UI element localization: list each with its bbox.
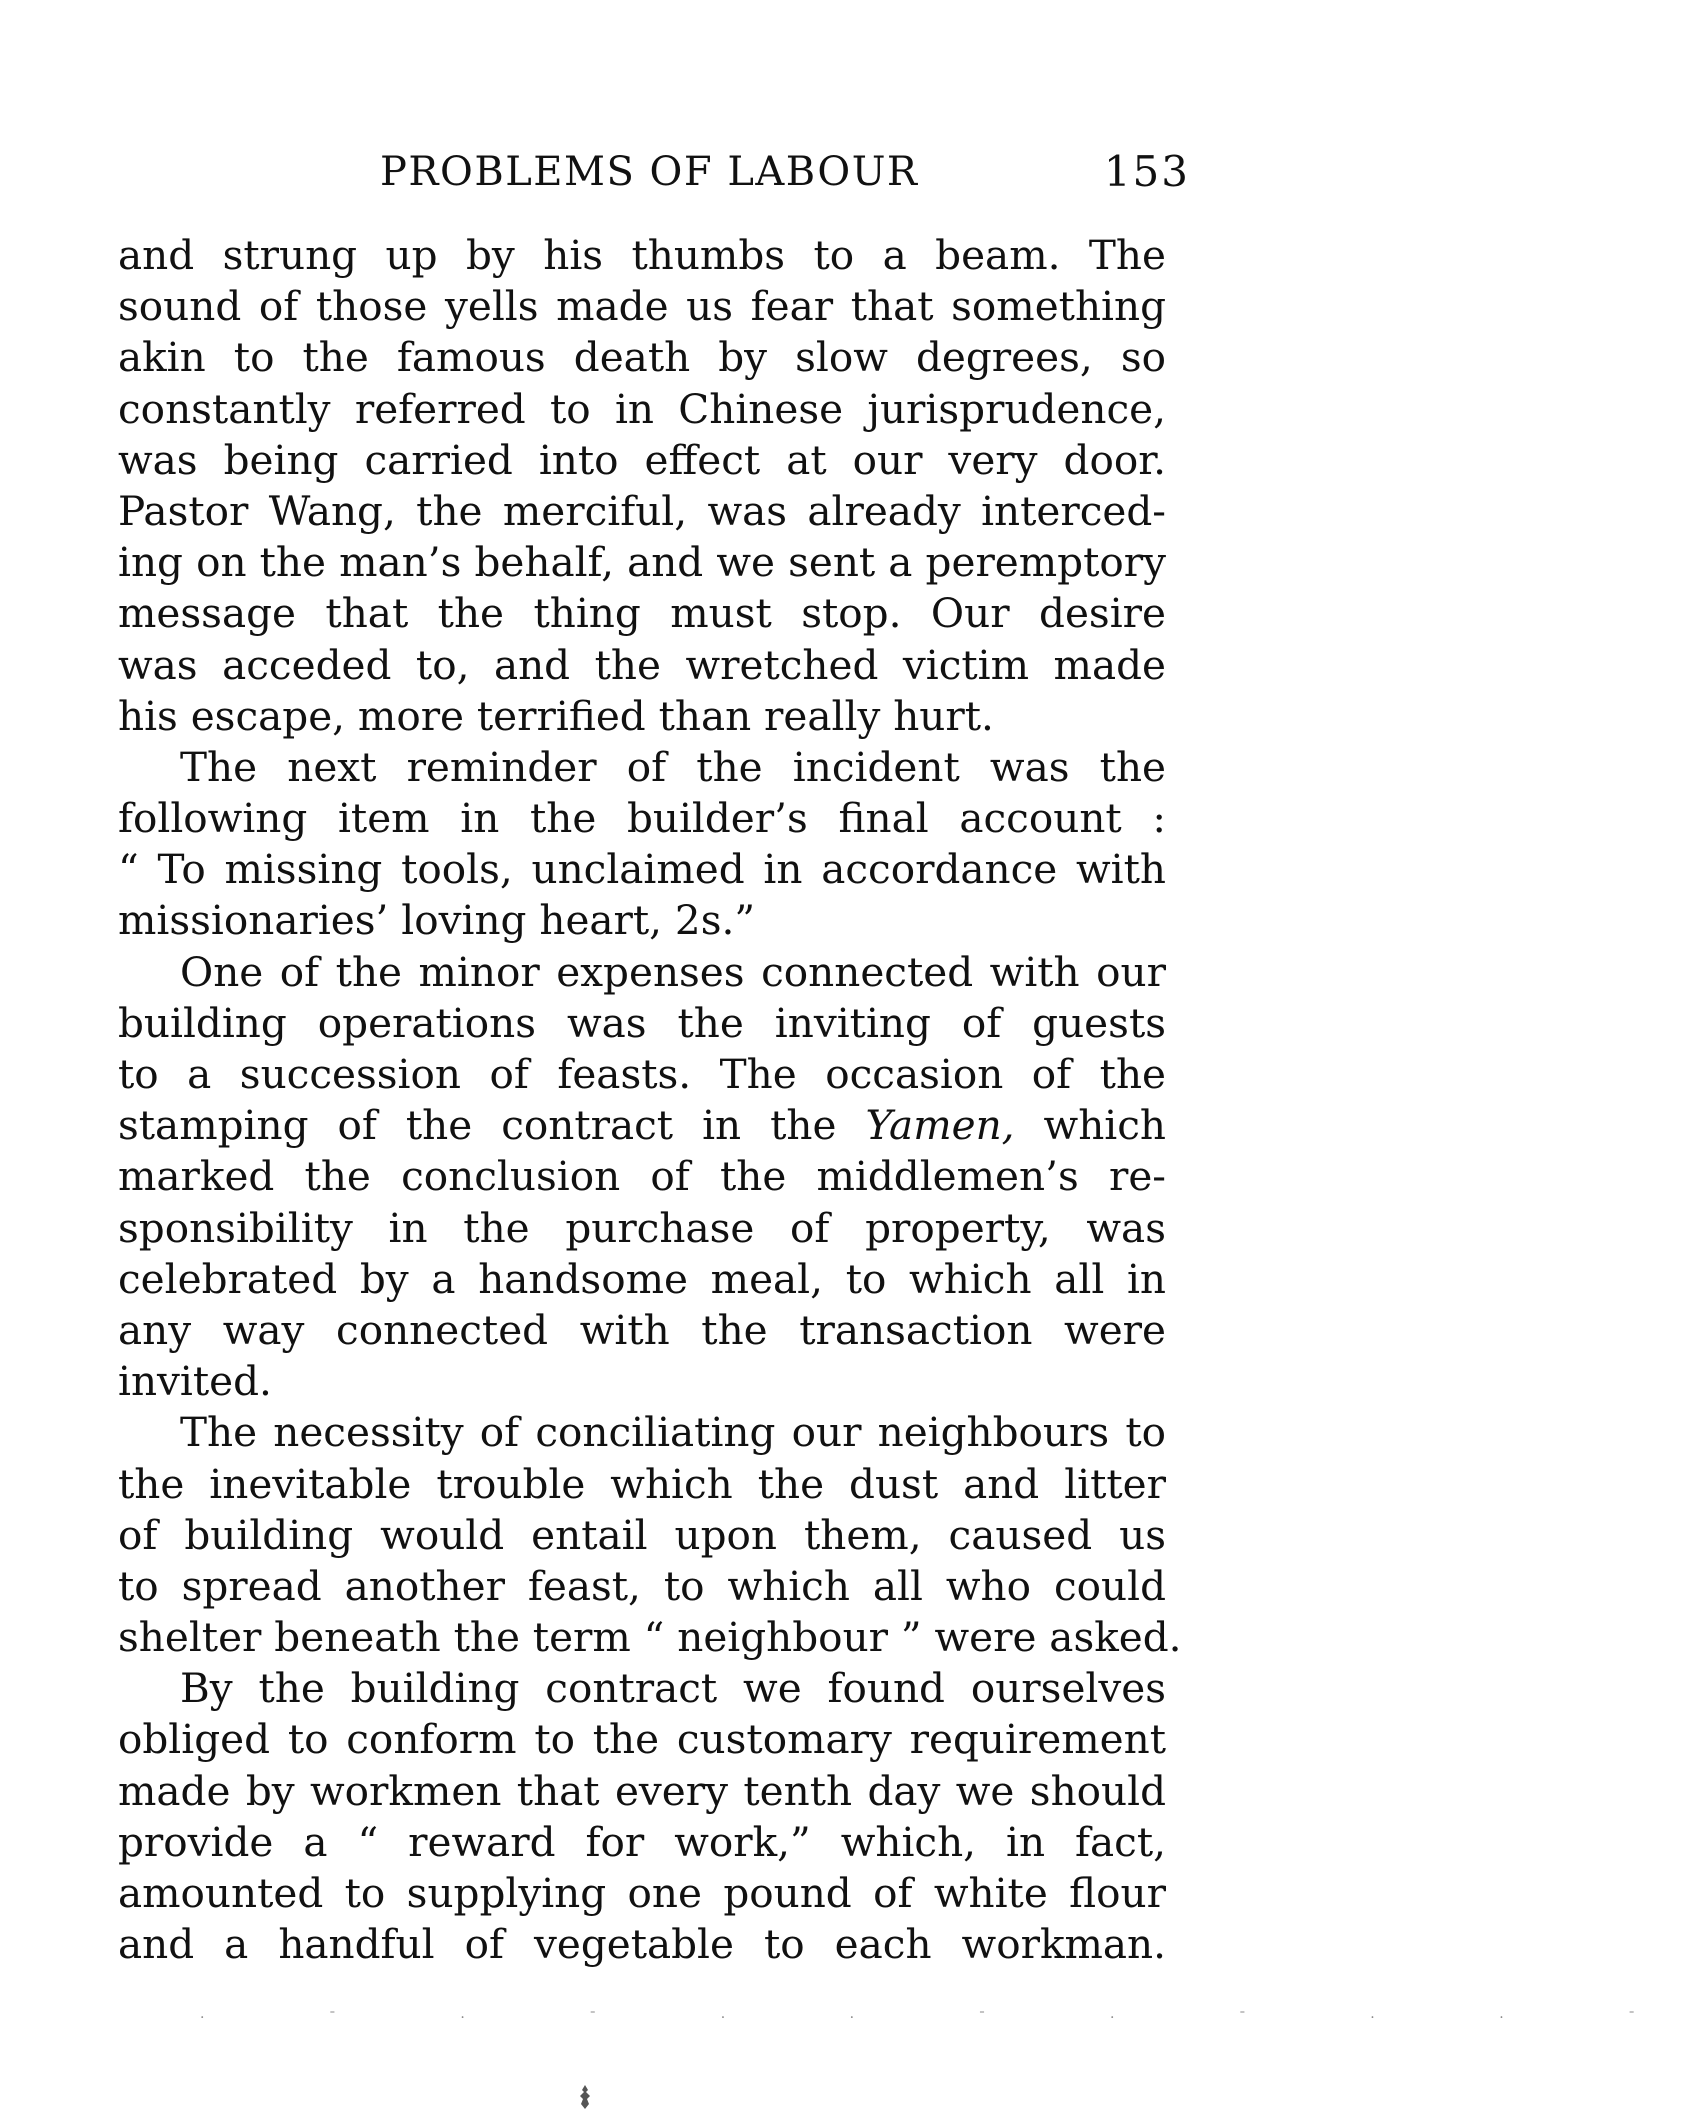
text-line: constantly referred to in Chinese jurisprudence,	[118, 384, 1166, 433]
text-line: any way connected with the transaction were	[118, 1305, 1166, 1354]
text-line: message that the thing must stop. Our desire	[118, 589, 1166, 638]
text-line: was being carried into effect at our very door.	[118, 435, 1166, 484]
running-head	[120, 142, 1190, 202]
text-line: marked the conclusion of the middlemen’s re-	[118, 1152, 1166, 1201]
printer-ornament-icon	[576, 2084, 594, 2110]
text-segment: which	[1014, 1101, 1166, 1150]
text-line: ing on the man’s behalf, and we sent a peremptory	[118, 538, 1166, 587]
paragraph-5	[118, 1663, 1166, 1970]
scan-noise-specks: · ˉ · ˉ · · ˉ · ˉ · · ˉ	[200, 2010, 1695, 2026]
body-text	[118, 230, 1182, 1970]
text-line: to a succession of feasts. The occasion of the	[118, 1050, 1166, 1098]
text-line: “ To missing tools, unclaimed in accordance with	[118, 845, 1166, 894]
text-line: shelter beneath the term “ neighbour ” were asked.	[118, 1613, 1182, 1662]
paragraph-2	[118, 742, 1166, 947]
italic-word-yamen: Yamen,	[865, 1101, 1015, 1150]
paragraph-4	[118, 1407, 1182, 1663]
text-line: of building would entail upon them, caused us	[118, 1510, 1166, 1559]
text-line: was acceded to, and the wretched victim made	[118, 640, 1166, 689]
text-line: made by workmen that every tenth day we should	[118, 1766, 1166, 1815]
paragraph-3	[118, 947, 1166, 1408]
text-line: provide a “ reward for work,” which, in fact,	[118, 1817, 1166, 1866]
text-segment: stamping of the contract in the	[118, 1101, 866, 1150]
text-line: sponsibility in the purchase of property, was	[118, 1203, 1166, 1252]
printer-ornament-icon	[576, 2084, 594, 2115]
text-line: celebrated by a handsome meal, to which all in	[118, 1254, 1166, 1303]
text-line: following item in the builder’s final account :	[118, 794, 1166, 843]
text-line: his escape, more terrified than really hurt.	[118, 691, 994, 740]
paragraph-1	[118, 230, 1166, 742]
text-line: obliged to conform to the customary requirement	[118, 1715, 1166, 1764]
text-line: invited.	[118, 1357, 272, 1406]
text-line: building operations was the inviting of guests	[118, 998, 1166, 1047]
text-line: akin to the famous death by slow degrees, so	[118, 333, 1166, 382]
page-number: 153	[1103, 147, 1190, 196]
text-line: Pastor Wang, the merciful, was already interced-	[118, 486, 1166, 535]
text-line-yamen	[118, 1100, 1166, 1151]
text-line: the inevitable trouble which the dust and litter	[118, 1459, 1166, 1508]
text-line: missionaries’ loving heart, 2s.”	[118, 896, 756, 945]
text-line: amounted to supplying one pound of white flour	[118, 1869, 1166, 1917]
text-line: and a handful of vegetable to each workman.	[118, 1920, 1166, 1969]
text-line: to spread another feast, to which all who could	[118, 1561, 1166, 1610]
running-title: PROBLEMS OF LABOUR	[380, 149, 919, 195]
text-line: The necessity of conciliating our neighbours to	[180, 1408, 1166, 1457]
text-line: By the building contract we found ourselves	[180, 1664, 1166, 1713]
text-line: One of the minor expenses connected with our	[180, 947, 1166, 996]
text-line: The next reminder of the incident was the	[180, 742, 1166, 791]
text-line: and strung up by his thumbs to a beam. The	[118, 231, 1166, 279]
text-line: sound of those yells made us fear that something	[118, 282, 1166, 331]
